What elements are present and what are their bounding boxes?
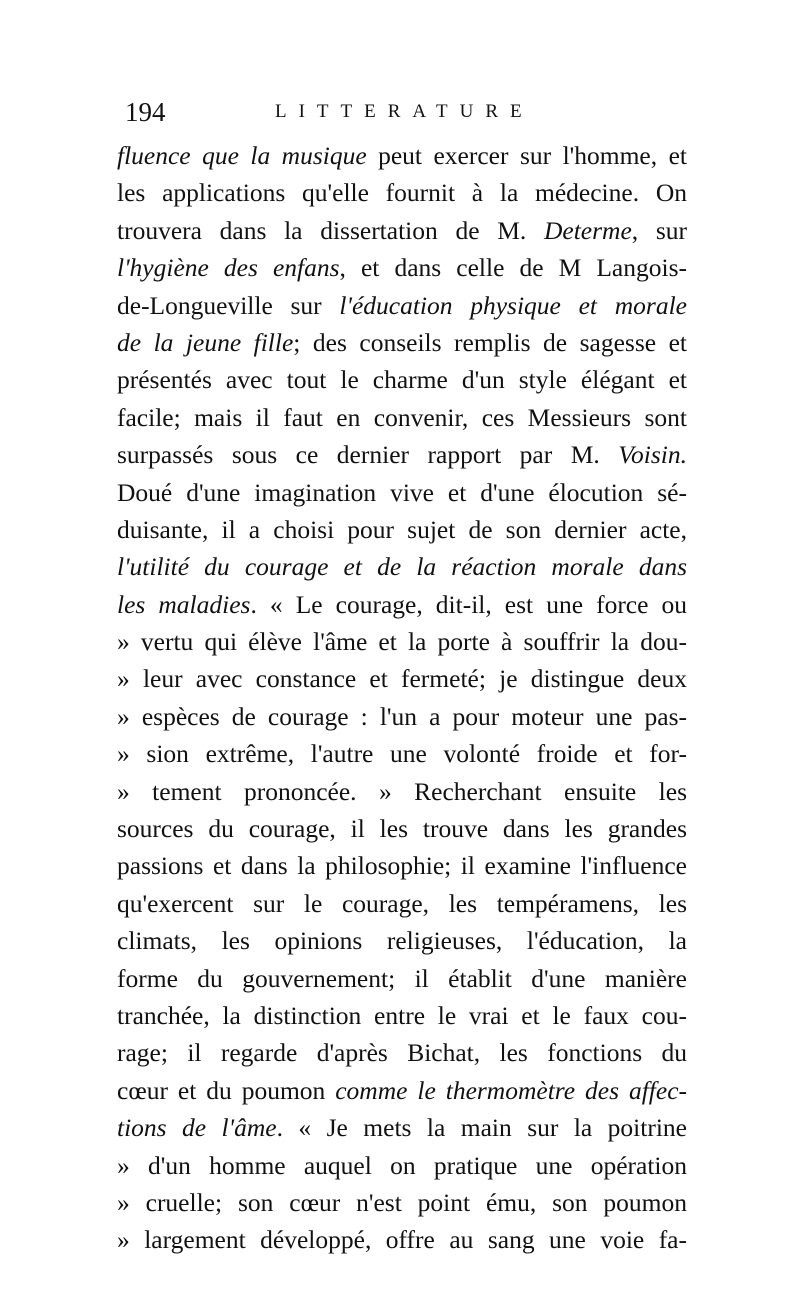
- text-segment: » sion extrême, l'autre une volonté froide et for-: [117, 739, 687, 769]
- italic-text: l'hygiène des enfans: [117, 253, 340, 283]
- text-segment: » d'un homme auquel on pratique une opération: [117, 1150, 687, 1180]
- italic-text: tions de l'âme: [117, 1113, 277, 1143]
- text-segment: rage; il regarde d'après Bichat, les fonctions du: [117, 1038, 687, 1068]
- text-segment: » leur avec constance et fermeté; je distingue deux: [117, 664, 687, 694]
- text-line: [117, 137, 687, 174]
- text-segment: forme du gouvernement; il établit d'une manière: [117, 963, 687, 993]
- text-segment: trouvera dans la dissertation de M.: [117, 215, 544, 245]
- text-line: [117, 623, 687, 660]
- text-line: [117, 698, 687, 735]
- italic-text: Determe: [543, 215, 632, 245]
- text-line: [117, 735, 687, 772]
- text-line: [117, 212, 687, 249]
- text-line: [117, 586, 687, 623]
- text-line: [117, 1072, 687, 1109]
- text-segment: Doué d'une imagination vive et d'une élocution sé-: [117, 477, 687, 507]
- italic-text: fluence que la musique: [117, 141, 367, 170]
- text-line: [117, 361, 687, 398]
- text-segment: , sur: [631, 215, 688, 245]
- page-header: [125, 92, 685, 132]
- text-line: [117, 324, 687, 361]
- italic-text: les maladies: [117, 589, 251, 619]
- italic-text: Voisin.: [618, 440, 687, 470]
- text-segment: . « Je mets la main sur la poitrine: [276, 1113, 687, 1143]
- text-line: [117, 174, 687, 211]
- text-line: [117, 885, 687, 922]
- text-line: [117, 399, 687, 436]
- text-segment: passions et dans la philosophie; il examine l'influence: [117, 851, 687, 881]
- text-segment: » espèces de courage : l'un a pour moteur une pas-: [117, 701, 687, 731]
- text-line: [117, 997, 687, 1034]
- text-line: [117, 436, 687, 473]
- text-line: [117, 1034, 687, 1071]
- text-segment: , et dans celle de M Langois-: [339, 253, 687, 283]
- text-segment: surpassés sous ce dernier rapport par M.: [117, 440, 619, 470]
- italic-text: l'utilité du courage et de la réaction morale dans: [117, 552, 687, 582]
- text-segment: . « Le courage, dit-il, est une force ou: [250, 589, 688, 619]
- italic-text: comme le thermomètre des affec-: [335, 1075, 688, 1105]
- text-segment: ; des conseils remplis de sagesse et: [293, 327, 687, 357]
- text-segment: cœur et du poumon: [117, 1075, 336, 1105]
- text-line: [117, 847, 687, 884]
- text-line: [117, 810, 687, 847]
- text-line: [117, 474, 687, 511]
- text-line: [117, 249, 687, 286]
- text-line: [117, 1109, 687, 1146]
- text-line: [117, 922, 687, 959]
- text-line: [117, 287, 687, 324]
- text-line: [117, 773, 687, 810]
- text-segment: duisante, il a choisi pour sujet de son dernier acte,: [117, 514, 687, 544]
- text-segment: les applications qu'elle fournit à la médecine. On: [117, 178, 687, 208]
- text-line: [117, 1221, 687, 1258]
- page-number: 194: [125, 97, 166, 127]
- text-line: [117, 1147, 687, 1184]
- text-segment: qu'exercent sur le courage, les tempéramens, les: [117, 888, 687, 918]
- text-segment: sources du courage, il les trouve dans les grandes: [117, 814, 687, 844]
- text-segment: » cruelle; son cœur n'est point ému, son poumon: [117, 1187, 687, 1217]
- running-head: LITTERATURE: [275, 101, 534, 122]
- text-segment: climats, les opinions religieuses, l'éducation, la: [117, 926, 687, 956]
- body-text: [117, 137, 687, 1259]
- text-line: [117, 511, 687, 548]
- text-line: [117, 548, 687, 585]
- text-line: [117, 660, 687, 697]
- italic-text: l'éducation physique et morale: [339, 290, 687, 320]
- text-segment: facile; mais il faut en convenir, ces Messieurs sont: [117, 402, 687, 432]
- text-segment: » largement développé, offre au sang une voie fa-: [117, 1225, 687, 1255]
- text-segment: présentés avec tout le charme d'un style élégant et: [117, 365, 687, 395]
- text-line: [117, 960, 687, 997]
- italic-text: de la jeune fille: [117, 327, 294, 357]
- text-segment: peut exercer sur l'homme, et: [366, 141, 687, 170]
- text-segment: tranchée, la distinction entre le vrai et le faux cou-: [117, 1000, 687, 1030]
- text-line: [117, 1184, 687, 1221]
- text-segment: » tement prononcée. » Recherchant ensuite les: [117, 776, 687, 806]
- text-segment: de-Longueville sur: [117, 290, 340, 320]
- text-segment: » vertu qui élève l'âme et la porte à souffrir la dou-: [117, 627, 687, 657]
